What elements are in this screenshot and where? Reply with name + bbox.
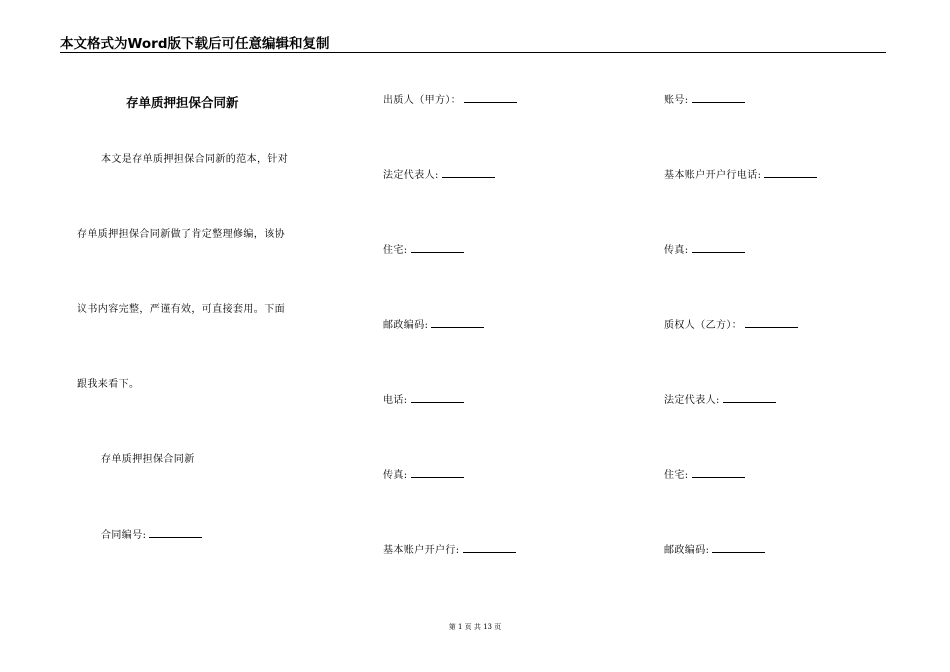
field-label: 质权人（乙方）： [664,320,743,331]
field-label: 邮政编码: [664,545,710,556]
field-label: 传真: [383,470,408,481]
fill-blank [692,243,745,253]
fill-blank [411,468,464,478]
intro-line-3: 议书内容完整，严谨有效，可直接套用。下面 [77,304,285,315]
contract-name: 存单质押担保合同新 [101,454,195,465]
field-label: 邮政编码: [383,320,429,331]
postal-code-field [383,318,484,333]
contract-number-label: 合同编号: [101,530,147,541]
intro-line-1: 本文是存单质押担保合同新的范本，针对 [101,154,289,165]
account-field [664,93,745,108]
page-number: 第 1 页 共 13 页 [448,623,502,631]
legal-rep-field-2 [664,393,776,408]
phone-field [383,393,464,408]
fax-field-2 [664,243,745,258]
fill-blank [692,468,745,478]
fill-blank [431,318,484,328]
field-label: 电话: [383,395,408,406]
contract-number-blank [149,528,202,538]
fill-blank [764,168,817,178]
residence-field-2 [664,468,745,483]
field-label: 住宅: [664,470,689,481]
residence-field [383,243,464,258]
field-label: 出质人（甲方）： [383,95,462,106]
fill-blank [463,543,516,553]
intro-line-4: 跟我来看下。 [77,379,140,390]
bank-field [383,543,516,558]
pledgee-field [664,318,798,333]
legal-rep-field [383,168,495,183]
field-label: 基本账户开户行电话: [664,170,762,181]
fill-blank [411,393,464,403]
fill-blank [464,93,517,103]
pledgor-field [383,93,517,108]
fill-blank [411,243,464,253]
fill-blank [712,543,765,553]
document-header: 本文格式为Word版下载后可任意编辑和复制 [60,36,330,52]
field-label: 传真: [664,245,689,256]
fax-field [383,468,464,483]
field-label: 住宅: [383,245,408,256]
bank-phone-field [664,168,817,183]
fill-blank [745,318,798,328]
document-title: 存单质押担保合同新 [126,95,239,110]
contract-number-field [101,528,202,543]
postal-code-field-2 [664,543,765,558]
fill-blank [723,393,776,403]
intro-line-2: 存单质押担保合同新做了肯定整理修编，该协 [77,229,285,240]
field-label: 基本账户开户行: [383,545,460,556]
header-divider [60,52,886,53]
field-label: 法定代表人: [664,395,720,406]
field-label: 法定代表人: [383,170,439,181]
field-label: 账号: [664,95,689,106]
fill-blank [442,168,495,178]
fill-blank [692,93,745,103]
